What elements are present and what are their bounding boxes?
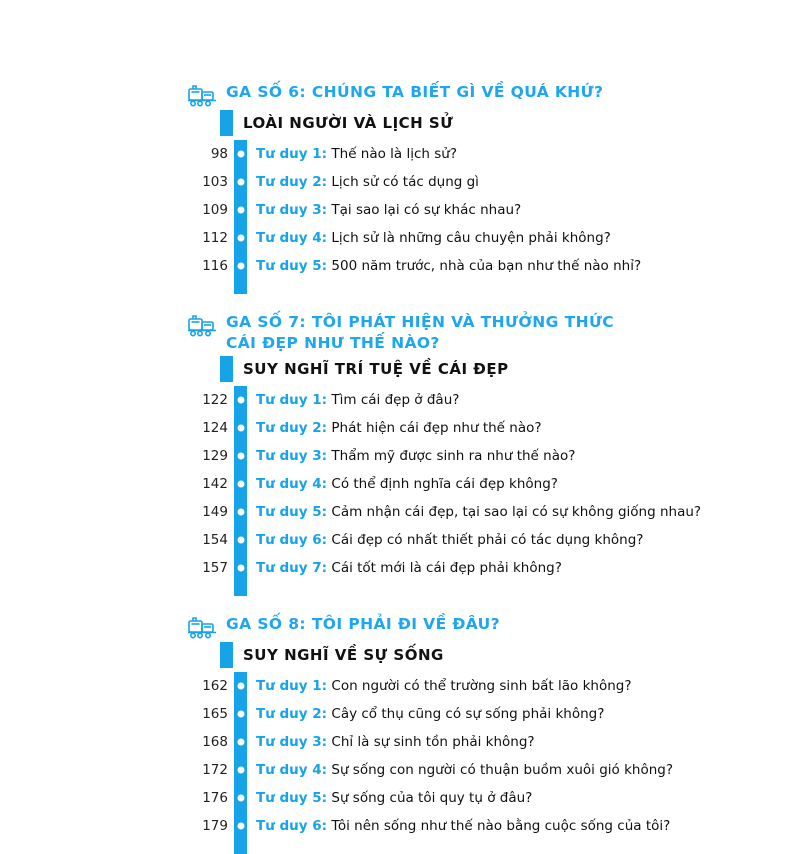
section-title [226,80,603,103]
section-gap [186,596,786,612]
section-header [186,80,786,108]
station-dot-icon [236,710,245,719]
entry-label: Tư duy 6: [256,532,328,548]
page-number: 176 [202,790,228,806]
entry-title: Con người có thể trường sinh bất lão không? [331,678,632,694]
entry-label: Tư duy 5: [256,504,328,520]
rail-tail [186,840,786,854]
rail-bar [234,252,247,280]
table-of-contents [186,80,786,854]
entry-text [256,734,535,750]
entry-title: Cái tốt mới là cái đẹp phải không? [331,560,562,576]
entry-title: 500 năm trước, nhà của bạn như thế nào nhỉ? [331,258,642,274]
entry-title: Thẩm mỹ được sinh ra như thế nào? [331,448,576,464]
station-dot-icon [236,262,245,271]
rail-bar [234,582,247,596]
station-dot-icon [236,150,245,159]
page-number: 162 [202,678,228,694]
section-header [186,310,786,354]
page-number: 165 [202,706,228,722]
entry-text [256,146,457,162]
entry-text [256,476,558,492]
page-number: 179 [202,818,228,834]
toc-entry[interactable] [186,140,786,168]
page-number: 112 [202,230,228,246]
entry-text [256,392,459,408]
page-number: 149 [202,504,228,520]
toc-entry[interactable] [186,196,786,224]
rail-bar [234,470,247,498]
toc-section [186,612,786,854]
entry-label: Tư duy 6: [256,818,328,834]
entry-title: Chỉ là sự sinh tồn phải không? [331,734,535,750]
entry-title: Tôi nên sống như thế nào bằng cuộc sống của tôi? [331,818,671,834]
rail-bar [234,812,247,840]
entry-title: Sự sống con người có thuận buồm xuôi gió không? [331,762,673,778]
rail-bar [234,196,247,224]
section-subtitle: SUY NGHĨ TRÍ TUỆ VỀ CÁI ĐẸP [243,360,509,378]
section-header [186,612,786,640]
toc-entry[interactable] [186,554,786,582]
station-dot-icon [236,738,245,747]
entry-label: Tư duy 2: [256,174,328,190]
train-icon [186,82,220,108]
toc-entry[interactable] [186,812,786,840]
station-dot-icon [236,794,245,803]
rail-tail [186,280,786,294]
entry-text [256,504,701,520]
rail-bar [234,386,247,414]
train-icon [186,614,220,640]
station-dot-icon [236,508,245,517]
page-number: 157 [202,560,228,576]
entry-text [256,818,670,834]
entry-title: Thế nào là lịch sử? [331,146,458,162]
rail-bar [234,840,247,854]
entry-label: Tư duy 4: [256,762,328,778]
rail-bar [234,554,247,582]
station-dot-icon [236,682,245,691]
rail-bar [234,784,247,812]
section-title-line: GA SỐ 7: TÔI PHÁT HIỆN VÀ THƯỞNG THỨC [226,313,615,331]
entry-text [256,762,673,778]
entry-text [256,420,542,436]
entry-label: Tư duy 5: [256,790,328,806]
page-number: 122 [202,392,228,408]
entry-title: Tại sao lại có sự khác nhau? [331,202,522,218]
rail-bar [234,526,247,554]
section-entries [186,672,786,854]
rail-bar [234,280,247,294]
rail-bar [220,356,233,382]
rail-bar [234,140,247,168]
toc-entry[interactable] [186,168,786,196]
entry-text [256,532,643,548]
section-subtitle: LOÀI NGƯỜI VÀ LỊCH SỬ [243,114,454,132]
toc-entry[interactable] [186,498,786,526]
section-subtitle-row [220,356,786,382]
entry-title: Phát hiện cái đẹp như thế nào? [331,420,542,436]
page-number: 116 [202,258,228,274]
entry-text [256,678,632,694]
section-title-line: GA SỐ 8: TÔI PHẢI ĐI VỀ ĐÂU? [226,615,501,633]
toc-entry[interactable] [186,756,786,784]
section-title [226,310,614,354]
entry-title: Cảm nhận cái đẹp, tại sao lại có sự không giống nhau? [331,504,702,520]
entry-label: Tư duy 1: [256,392,328,408]
station-dot-icon [236,424,245,433]
toc-entry[interactable] [186,784,786,812]
section-gap [186,294,786,310]
toc-entry[interactable] [186,470,786,498]
station-dot-icon [236,564,245,573]
entry-text [256,230,611,246]
entry-title: Sự sống của tôi quy tụ ở đâu? [331,790,533,806]
rail-bar [220,642,233,668]
entry-title: Lịch sử là những câu chuyện phải không? [331,230,611,246]
page-number: 129 [202,448,228,464]
station-dot-icon [236,536,245,545]
section-entries [186,140,786,294]
entry-text [256,706,604,722]
entry-title: Cái đẹp có nhất thiết phải có tác dụng không? [331,532,644,548]
entry-label: Tư duy 2: [256,706,328,722]
entry-text [256,202,521,218]
toc-entry[interactable] [186,728,786,756]
section-entries [186,386,786,596]
entry-text [256,174,479,190]
rail-bar [234,498,247,526]
rail-bar [234,224,247,252]
toc-entry[interactable] [186,386,786,414]
page-number: 172 [202,762,228,778]
station-dot-icon [236,178,245,187]
toc-entry[interactable] [186,700,786,728]
entry-label: Tư duy 1: [256,146,328,162]
toc-entry[interactable] [186,414,786,442]
station-dot-icon [236,822,245,831]
train-icon [186,312,220,338]
rail-bar [234,756,247,784]
entry-title: Lịch sử có tác dụng gì [331,174,479,190]
entry-label: Tư duy 7: [256,560,328,576]
station-dot-icon [236,396,245,405]
entry-label: Tư duy 4: [256,476,328,492]
page-number: 98 [210,146,228,162]
entry-label: Tư duy 3: [256,448,328,464]
entry-label: Tư duy 3: [256,202,328,218]
station-dot-icon [236,206,245,215]
entry-text [256,790,532,806]
rail-tail [186,582,786,596]
toc-entry[interactable] [186,672,786,700]
page-number: 142 [202,476,228,492]
entry-title: Tìm cái đẹp ở đâu? [331,392,460,408]
entry-title: Có thể định nghĩa cái đẹp không? [331,476,558,492]
entry-label: Tư duy 4: [256,230,328,246]
station-dot-icon [236,452,245,461]
toc-entry[interactable] [186,526,786,554]
entry-text [256,560,562,576]
rail-bar [220,110,233,136]
section-title [226,612,500,635]
page-number: 154 [202,532,228,548]
toc-entry[interactable] [186,224,786,252]
entry-text [256,258,641,274]
station-dot-icon [236,234,245,243]
toc-entry[interactable] [186,442,786,470]
toc-entry[interactable] [186,252,786,280]
entry-label: Tư duy 1: [256,678,328,694]
station-dot-icon [236,766,245,775]
page-number: 103 [202,174,228,190]
entry-label: Tư duy 2: [256,420,328,436]
section-title-line: CÁI ĐẸP NHƯ THẾ NÀO? [226,334,440,352]
page-number: 109 [202,202,228,218]
section-subtitle: SUY NGHĨ VỀ SỰ SỐNG [243,646,444,664]
toc-section [186,310,786,596]
section-subtitle-row [220,642,786,668]
station-dot-icon [236,480,245,489]
section-subtitle-row [220,110,786,136]
section-title-line: GA SỐ 6: CHÚNG TA BIẾT GÌ VỀ QUÁ KHỨ? [226,83,604,101]
entry-title: Cây cổ thụ cũng có sự sống phải không? [331,706,605,722]
rail-bar [234,672,247,700]
toc-section [186,80,786,294]
rail-bar [234,168,247,196]
page-number: 124 [202,420,228,436]
rail-bar [234,414,247,442]
rail-bar [234,442,247,470]
page-number: 168 [202,734,228,750]
rail-bar [234,700,247,728]
entry-label: Tư duy 3: [256,734,328,750]
rail-bar [234,728,247,756]
entry-label: Tư duy 5: [256,258,328,274]
entry-text [256,448,575,464]
